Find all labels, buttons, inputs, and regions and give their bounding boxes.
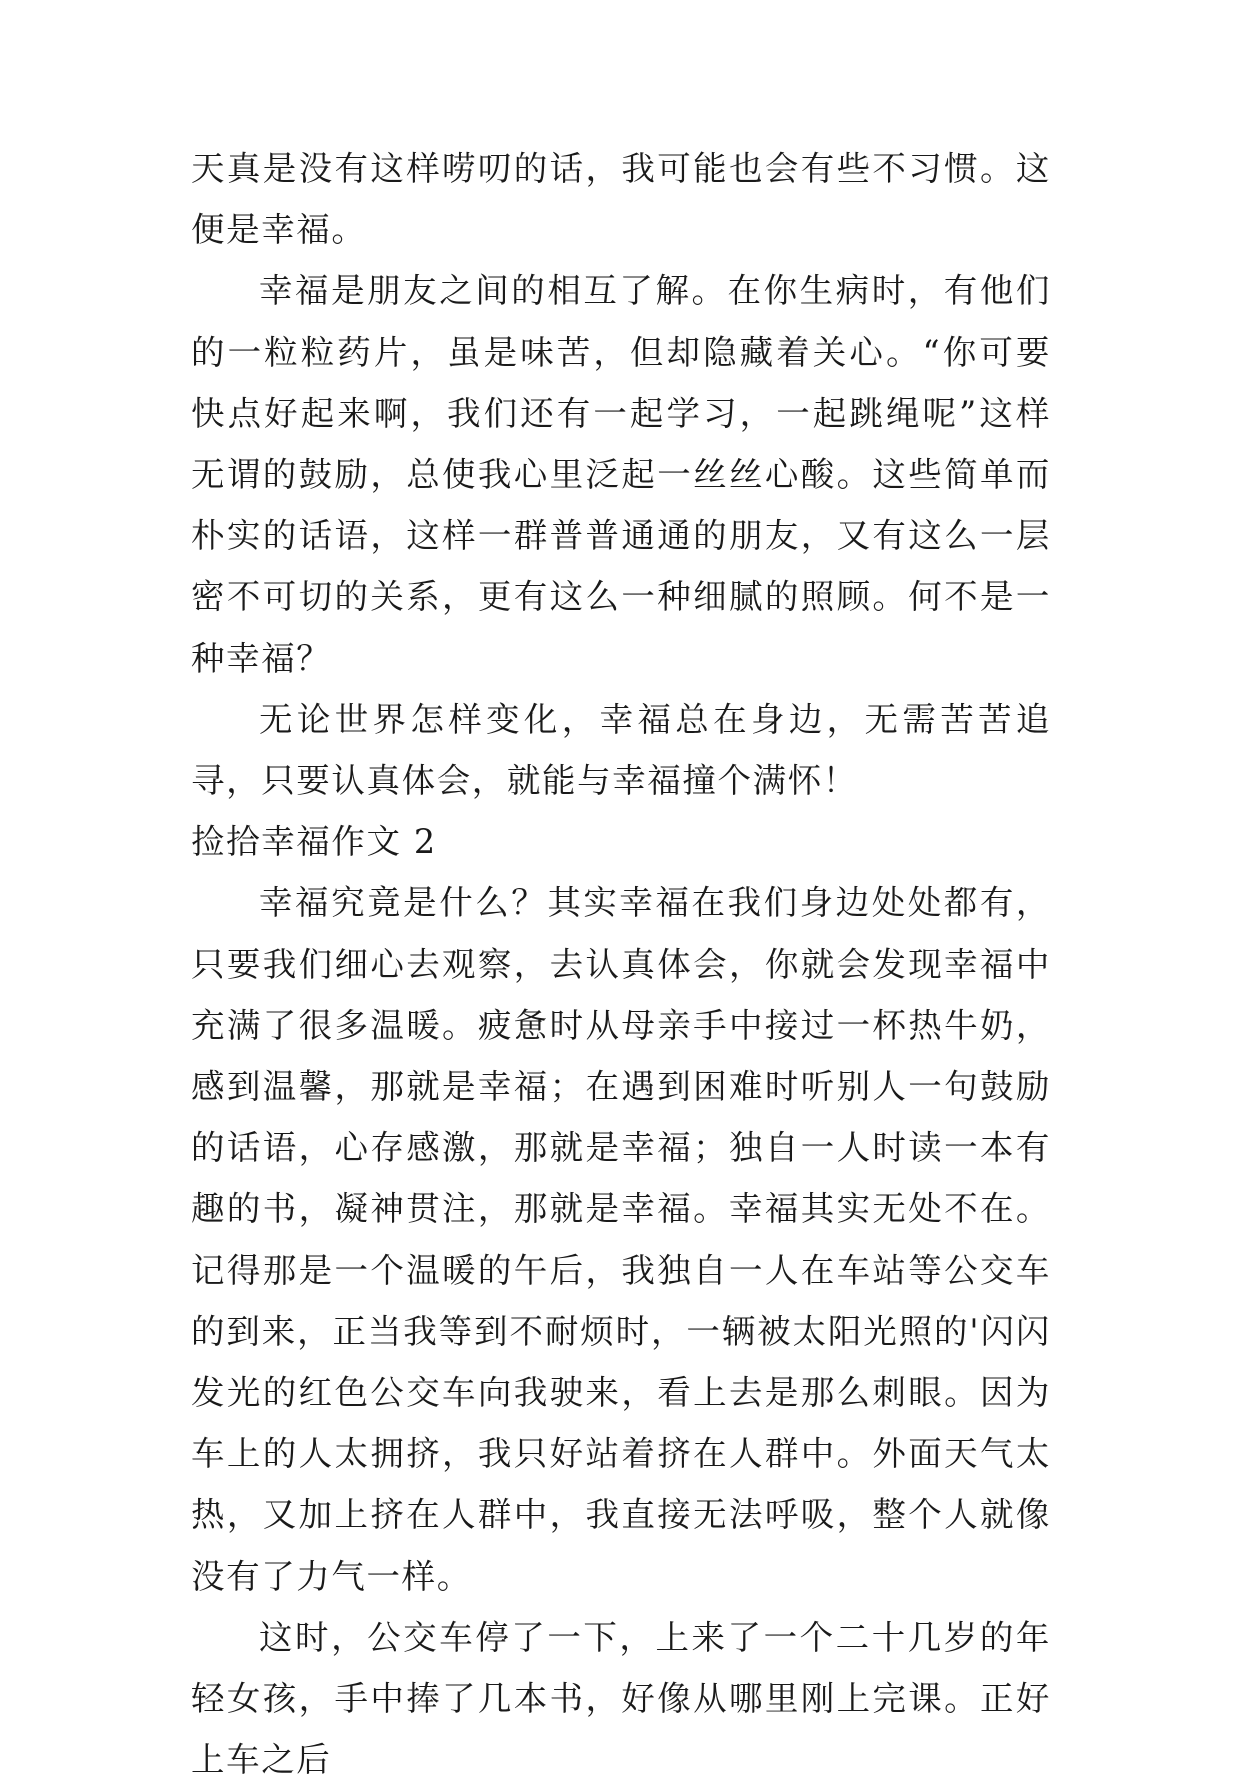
section-title: 捡拾幸福作文 2	[191, 822, 437, 862]
paragraph-bus-girl: 这时，公交车停了一下，上来了一个二十几岁的年轻女孩，手中捧了几本书，好像从哪里刚上完课。正好上车之后	[191, 1617, 1051, 1780]
paragraph-conclusion: 无论世界怎样变化，幸福总在身边，无需苦苦追寻，只要认真体会，就能与幸福撞个满怀！	[191, 699, 1051, 801]
paragraph-continued: 天真是没有这样唠叨的话，我可能也会有些不习惯。这便是幸福。	[191, 149, 1051, 250]
paragraph-what-is-happiness: 幸福究竟是什么？其实幸福在我们身边处处都有，只要我们细心去观察，去认真体会，你就会发现幸福中充满了很多温暖。疲惫时从母亲手中接过一杯热牛奶，感到温馨，那就是幸福；在遇到困难时听别人一句鼓励的话语，心存感激，那就是幸福；独自一人时读一本有趣的书，凝神贯注，那就是幸福。幸福其实无处不在。记得那是一个温暖的午后，我独自一人在车站等公交车的到来，正当我等到不耐烦时，一辆被太阳光照的'闪闪发光的红色公交车向我驶来，看上去是那么刺眼。因为车上的人太拥挤，我只好站着挤在人群中。外面天气太热，又加上挤在人群中，我直接无法呼吸，整个人就像没有了力气一样。	[191, 883, 1051, 1596]
document-page	[191, 138, 1051, 1790]
paragraph-friendship: 幸福是朋友之间的相互了解。在你生病时，有他们的一粒粒药片，虽是味苦，但却隐藏着关心。“你可要快点好起来啊，我们还有一起学习，一起跳绳呢”这样无谓的鼓励，总使我心里泛起一丝丝心酸。这些简单而朴实的话语，这样一群普普通通的朋友，又有这么一层密不可切的关系，更有这么一种细腻的照顾。何不是一种幸福？	[191, 271, 1051, 678]
